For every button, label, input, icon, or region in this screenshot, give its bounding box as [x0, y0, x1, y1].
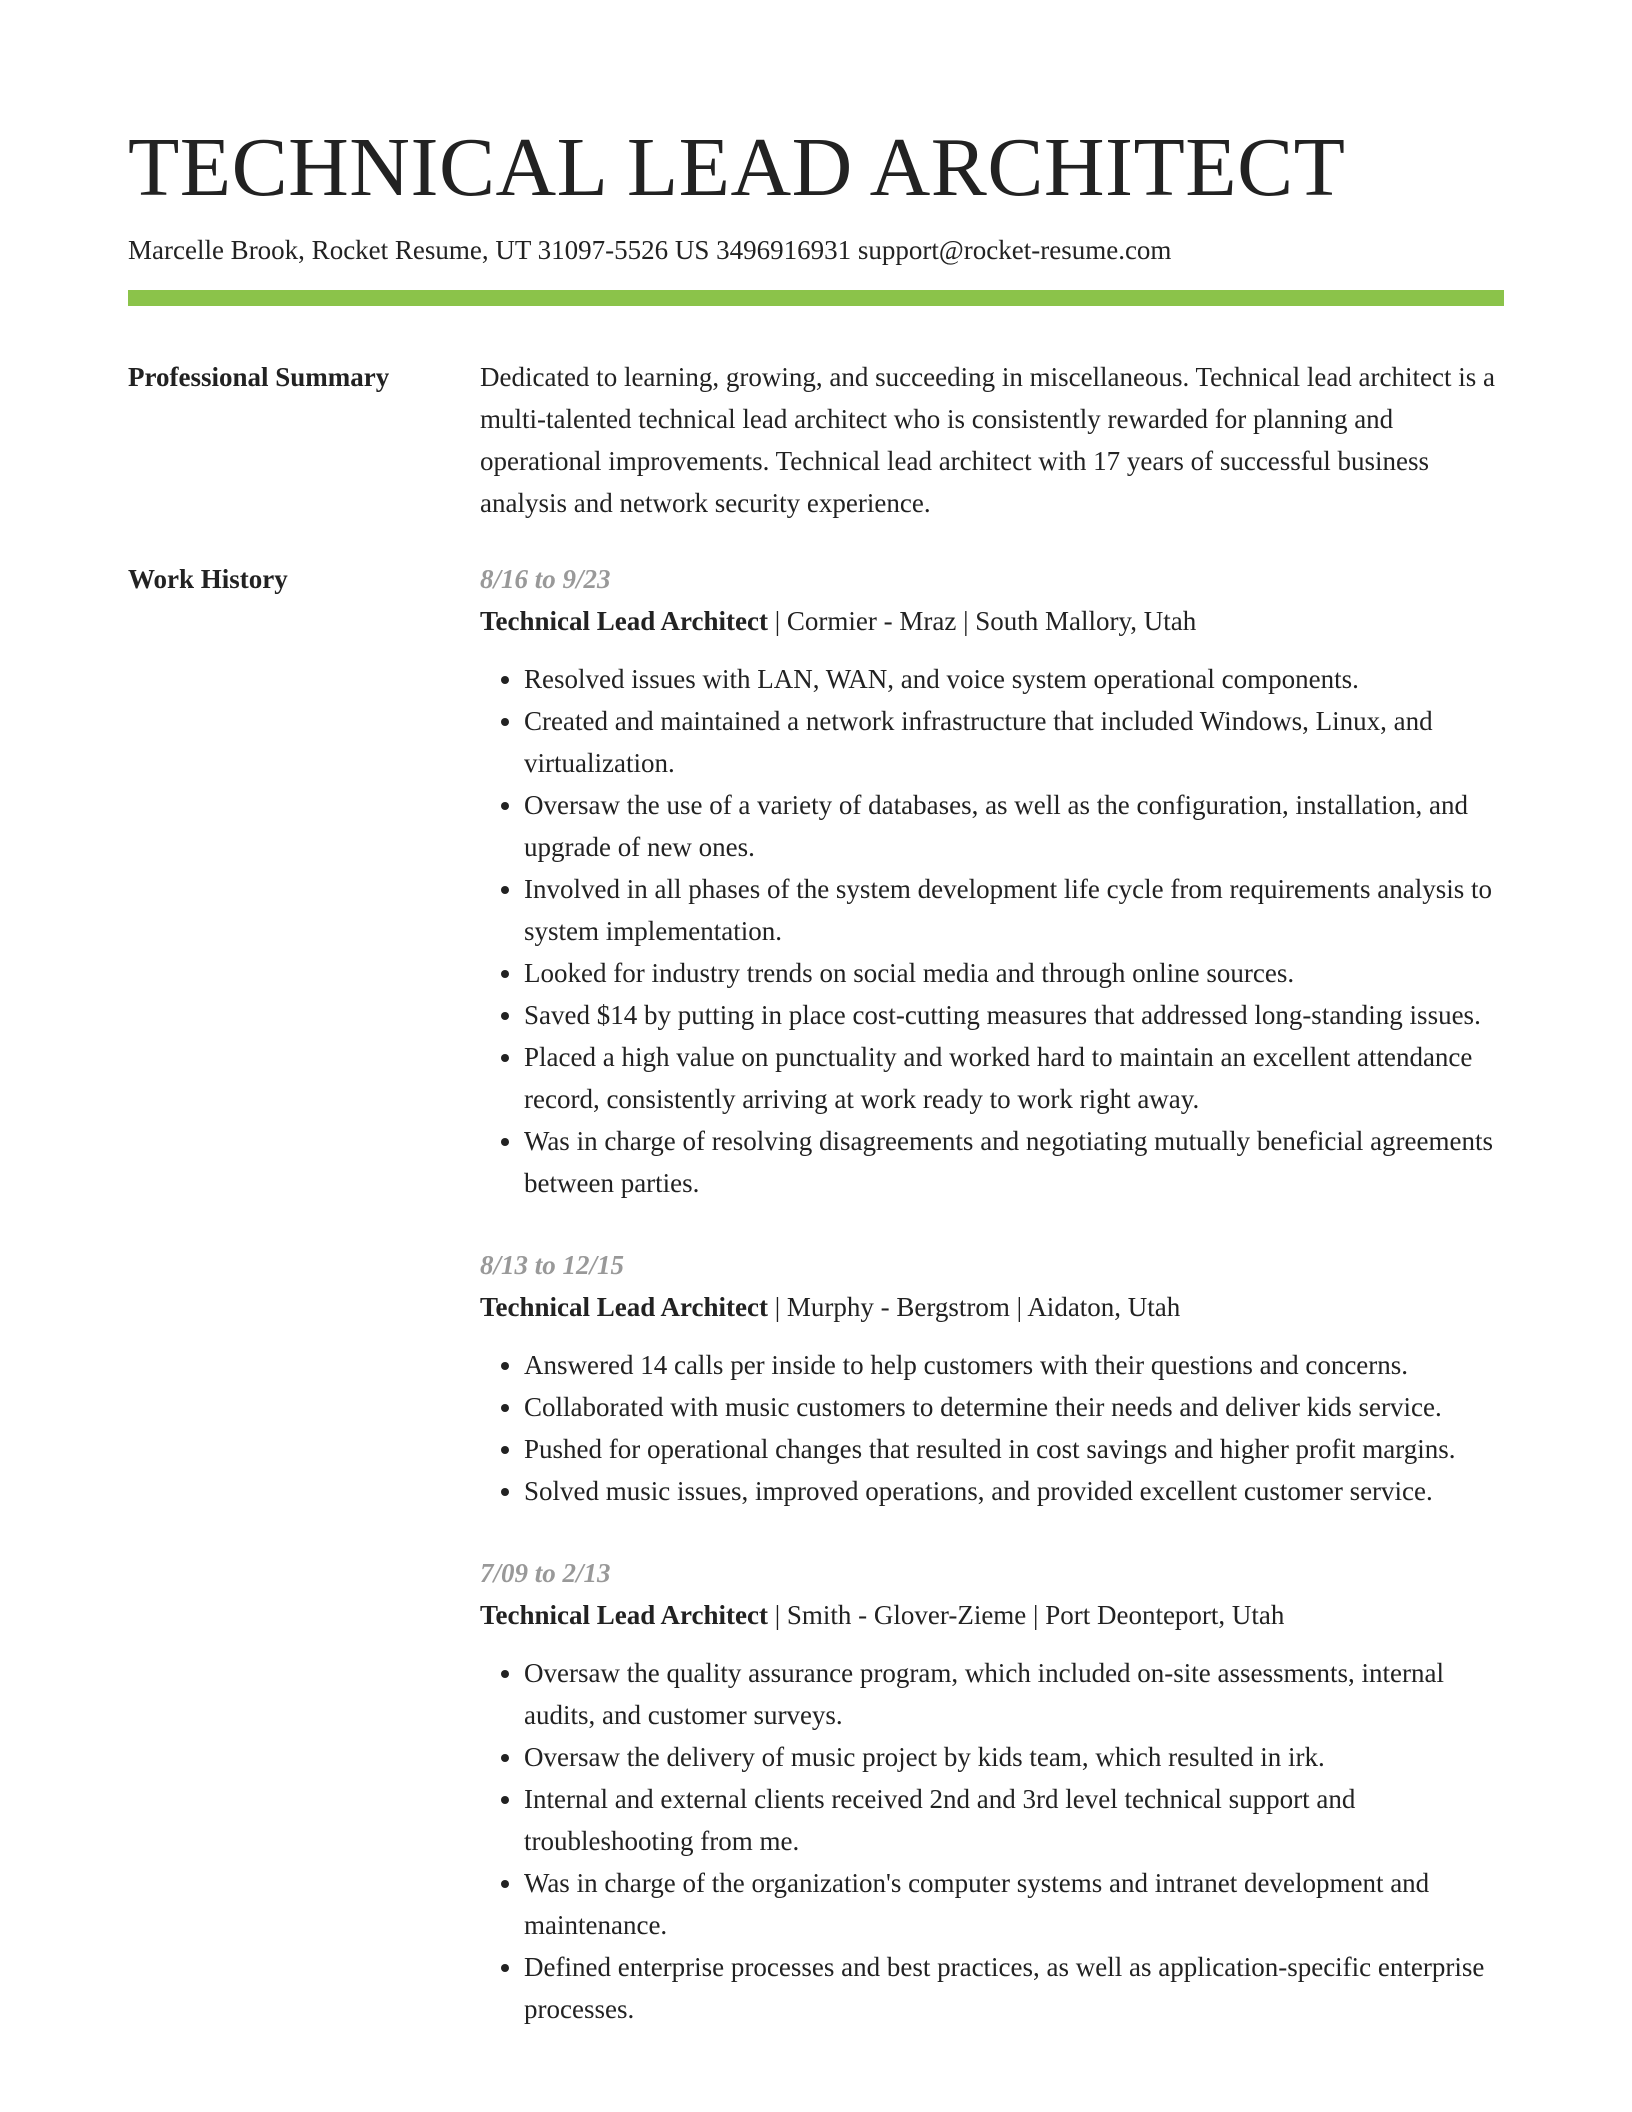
job-separator: |	[1026, 1600, 1046, 1630]
job-bullet: • Placed a high value on punctuality and worked hard to maintain an excellent attendance record, consistently arriving at work ready to work right away.	[524, 1036, 1504, 1120]
job-bullet: • Solved music issues, improved operations, and provided excellent customer service.	[524, 1470, 1504, 1512]
job-company: Cormier - Mraz	[786, 606, 957, 636]
job-separator: |	[767, 1600, 787, 1630]
job-separator: |	[767, 606, 787, 636]
job-bullet: • Defined enterprise processes and best practices, as well as application-specific enterprise processes.	[524, 1946, 1504, 2030]
job-dates: 8/16 to 9/23	[480, 564, 611, 594]
job-separator: |	[767, 1292, 787, 1322]
job-bullet: • Oversaw the quality assurance program, which included on-site assessments, internal audits, and customer surveys.	[524, 1652, 1504, 1736]
job-header-line	[480, 1594, 1504, 1636]
job-bullet-list	[480, 658, 1504, 1204]
job-bullet: • Collaborated with music customers to determine their needs and deliver kids service.	[524, 1386, 1504, 1428]
job-header-line	[480, 600, 1504, 642]
job-bullet: • Resolved issues with LAN, WAN, and voice system operational components.	[524, 658, 1504, 700]
job-bullet: • Internal and external clients received 2nd and 3rd level technical support and troubleshooting from me.	[524, 1778, 1504, 1862]
job-bullet: • Saved $14 by putting in place cost-cutting measures that addressed long-standing issues.	[524, 994, 1504, 1036]
header-divider	[128, 290, 1504, 306]
job-title: Technical Lead Architect	[480, 1600, 768, 1630]
job-entry	[480, 1244, 1504, 1512]
job-bullet: • Oversaw the delivery of music project by kids team, which resulted in irk.	[524, 1736, 1504, 1778]
job-bullet: • Was in charge of the organization's computer systems and intranet development and maintenance.	[524, 1862, 1504, 1946]
job-bullet-list	[480, 1344, 1504, 1512]
job-bullet: • Involved in all phases of the system development life cycle from requirements analysis to system implementation.	[524, 868, 1504, 952]
job-title: Technical Lead Architect	[480, 1292, 768, 1322]
professional-summary-section	[128, 356, 1504, 524]
job-bullet: • Answered 14 calls per inside to help customers with their questions and concerns.	[524, 1344, 1504, 1386]
job-location: Port Deonteport, Utah	[1045, 1600, 1285, 1630]
job-bullet: • Pushed for operational changes that resulted in cost savings and higher profit margins.	[524, 1428, 1504, 1470]
job-entry	[480, 558, 1504, 1204]
job-company: Smith - Glover-Zieme	[786, 1600, 1027, 1630]
job-location: South Mallory, Utah	[975, 606, 1197, 636]
job-bullet: • Created and maintained a network infrastructure that included Windows, Linux, and virtualization.	[524, 700, 1504, 784]
summary-body	[480, 356, 1504, 524]
job-header-line	[480, 1286, 1504, 1328]
summary-text: Dedicated to learning, growing, and succeeding in miscellaneous. Technical lead architect is a multi-talented technical lead architect who is consistently rewarded for planning and operational improvements. Technical lead architect with 17 years of successful business analysis and network security experience.	[480, 362, 1495, 518]
job-company: Murphy - Bergstrom	[786, 1292, 1010, 1322]
resume-name-heading: TECHNICAL LEAD ARCHITECT	[128, 121, 1346, 214]
job-bullet: • Looked for industry trends on social media and through online sources.	[524, 952, 1504, 994]
job-separator: |	[956, 606, 976, 636]
job-bullet-list	[480, 1652, 1504, 2030]
resume-page	[128, 118, 1504, 2030]
job-bullet: • Oversaw the use of a variety of databases, as well as the configuration, installation, and upgrade of new ones.	[524, 784, 1504, 868]
section-title-work-history: Work History	[128, 564, 288, 594]
job-entry	[480, 1552, 1504, 2030]
contact-line: Marcelle Brook, Rocket Resume, UT 31097-5526 US 3496916931 support@rocket-resume.com	[128, 235, 1172, 265]
job-location: Aidaton, Utah	[1027, 1292, 1181, 1322]
job-title: Technical Lead Architect	[480, 606, 768, 636]
section-title-summary: Professional Summary	[128, 362, 390, 392]
job-dates: 8/13 to 12/15	[480, 1250, 625, 1280]
job-dates: 7/09 to 2/13	[480, 1558, 611, 1588]
job-separator: |	[1009, 1292, 1028, 1322]
work-history-section	[128, 558, 1504, 2030]
job-bullet: • Was in charge of resolving disagreements and negotiating mutually beneficial agreements between parties.	[524, 1120, 1504, 1204]
work-history-body	[480, 558, 1504, 2030]
